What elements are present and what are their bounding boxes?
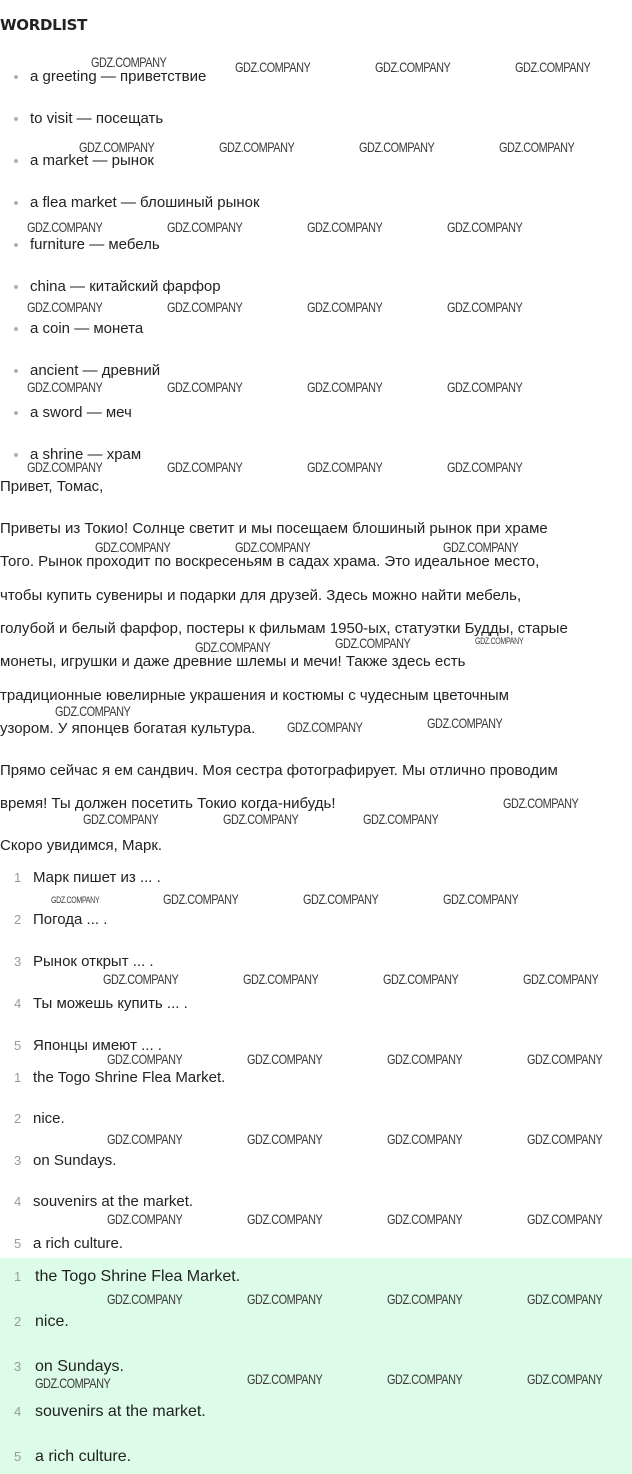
question-item: 1 Марк пишет из ... . xyxy=(14,869,161,886)
watermark: GDZ.COMPANY xyxy=(247,1291,323,1307)
watermark: GDZ.COMPANY xyxy=(387,1291,463,1307)
wordlist-item: a sword — меч xyxy=(14,404,132,422)
watermark: GDZ.COMPANY xyxy=(107,1131,183,1147)
watermark: GDZ.COMPANY xyxy=(307,299,383,315)
watermark: GDZ.COMPANY xyxy=(107,1211,183,1227)
watermark: GDZ.COMPANY xyxy=(91,54,167,70)
watermark: GDZ.COMPANY xyxy=(515,59,591,75)
watermark: GDZ.COMPANY xyxy=(383,971,459,987)
watermark: GDZ.COMPANY xyxy=(475,636,524,646)
watermark: GDZ.COMPANY xyxy=(223,811,299,827)
watermark: GDZ.COMPANY xyxy=(27,379,103,395)
watermark: GDZ.COMPANY xyxy=(427,715,503,731)
watermark: GDZ.COMPANY xyxy=(527,1211,603,1227)
wordlist-item: a market — рынок xyxy=(14,152,154,170)
wordlist-item: furniture — мебель xyxy=(14,236,160,254)
answer-item: 1 the Togo Shrine Flea Market. xyxy=(14,1069,226,1086)
bullet-icon xyxy=(14,327,18,331)
watermark: GDZ.COMPANY xyxy=(387,1131,463,1147)
wordlist-item: to visit — посещать xyxy=(14,110,163,128)
letter-line: традиционные ювелирные украшения и костюмы с чудесным цветочным xyxy=(0,687,509,704)
bullet-icon xyxy=(14,75,18,79)
watermark: GDZ.COMPANY xyxy=(527,1051,603,1067)
letter-line: узором. У японцев богатая культура. xyxy=(0,720,256,737)
letter-line: Того. Рынок проходит по воскресеньям в садах храма. Это идеальное место, xyxy=(0,553,540,570)
watermark: GDZ.COMPANY xyxy=(247,1371,323,1387)
highlighted-answer-item: 4 souvenirs at the market. xyxy=(14,1403,206,1420)
watermark: GDZ.COMPANY xyxy=(247,1211,323,1227)
watermark: GDZ.COMPANY xyxy=(447,379,523,395)
watermark: GDZ.COMPANY xyxy=(51,895,100,905)
letter-greeting: Привет, Томас, xyxy=(0,478,104,495)
watermark: GDZ.COMPANY xyxy=(27,459,103,475)
watermark: GDZ.COMPANY xyxy=(243,971,319,987)
bullet-icon xyxy=(14,369,18,373)
watermark: GDZ.COMPANY xyxy=(387,1371,463,1387)
watermark: GDZ.COMPANY xyxy=(527,1371,603,1387)
wordlist-item: a greeting — приветствие xyxy=(14,68,206,86)
watermark: GDZ.COMPANY xyxy=(307,219,383,235)
watermark: GDZ.COMPANY xyxy=(307,459,383,475)
bullet-icon xyxy=(14,159,18,163)
wordlist-item: a shrine — храм xyxy=(14,446,141,464)
watermark: GDZ.COMPANY xyxy=(447,219,523,235)
question-item: 2 Погода ... . xyxy=(14,911,108,928)
wordlist-heading: WORDLIST xyxy=(0,16,88,34)
watermark: GDZ.COMPANY xyxy=(167,459,243,475)
answer-item: 2 nice. xyxy=(14,1110,65,1127)
watermark: GDZ.COMPANY xyxy=(287,719,363,735)
watermark: GDZ.COMPANY xyxy=(523,971,599,987)
watermark: GDZ.COMPANY xyxy=(527,1291,603,1307)
watermark: GDZ.COMPANY xyxy=(307,379,383,395)
watermark: GDZ.COMPANY xyxy=(219,139,295,155)
letter-closing: Скоро увидимся, Марк. xyxy=(0,837,163,854)
watermark: GDZ.COMPANY xyxy=(95,539,171,555)
watermark: GDZ.COMPANY xyxy=(163,891,239,907)
watermark: GDZ.COMPANY xyxy=(79,139,155,155)
question-item: 5 Японцы имеют ... . xyxy=(14,1037,162,1054)
watermark: GDZ.COMPANY xyxy=(103,971,179,987)
watermark: GDZ.COMPANY xyxy=(83,811,159,827)
question-item: 3 Рынок открыт ... . xyxy=(14,953,154,970)
question-item: 4 Ты можешь купить ... . xyxy=(14,995,188,1012)
bullet-icon xyxy=(14,285,18,289)
letter-line: Прямо сейчас я ем сандвич. Моя сестра фотографирует. Мы отлично проводим xyxy=(0,762,558,779)
answer-item: 5 a rich culture. xyxy=(14,1235,124,1252)
watermark: GDZ.COMPANY xyxy=(303,891,379,907)
watermark: GDZ.COMPANY xyxy=(387,1051,463,1067)
watermark: GDZ.COMPANY xyxy=(503,795,579,811)
watermark: GDZ.COMPANY xyxy=(107,1291,183,1307)
watermark: GDZ.COMPANY xyxy=(27,219,103,235)
watermark: GDZ.COMPANY xyxy=(447,459,523,475)
watermark: GDZ.COMPANY xyxy=(247,1051,323,1067)
wordlist-item: a coin — монета xyxy=(14,320,143,338)
watermark: GDZ.COMPANY xyxy=(167,379,243,395)
watermark: GDZ.COMPANY xyxy=(247,1131,323,1147)
watermark: GDZ.COMPANY xyxy=(167,219,243,235)
watermark: GDZ.COMPANY xyxy=(527,1131,603,1147)
bullet-icon xyxy=(14,411,18,415)
bullet-icon xyxy=(14,117,18,121)
bullet-icon xyxy=(14,201,18,205)
bullet-icon xyxy=(14,453,18,457)
highlighted-answer-item: 1 the Togo Shrine Flea Market. xyxy=(14,1268,241,1285)
letter-line: чтобы купить сувениры и подарки для друзей. Здесь можно найти мебель, xyxy=(0,587,522,604)
watermark: GDZ.COMPANY xyxy=(27,299,103,315)
watermark: GDZ.COMPANY xyxy=(447,299,523,315)
watermark: GDZ.COMPANY xyxy=(335,635,411,651)
watermark: GDZ.COMPANY xyxy=(195,639,271,655)
letter-line: время! Ты должен посетить Токио когда-нибудь! xyxy=(0,795,336,812)
watermark: GDZ.COMPANY xyxy=(499,139,575,155)
wordlist-item: ancient — древний xyxy=(14,362,160,380)
highlighted-answer-item: 5 a rich culture. xyxy=(14,1448,132,1465)
watermark: GDZ.COMPANY xyxy=(443,539,519,555)
answer-item: 3 on Sundays. xyxy=(14,1152,117,1169)
wordlist-item: china — китайский фарфор xyxy=(14,278,221,296)
highlighted-answer-item: 3 on Sundays. xyxy=(14,1358,124,1375)
watermark: GDZ.COMPANY xyxy=(167,299,243,315)
answer-item: 4 souvenirs at the market. xyxy=(14,1193,194,1210)
watermark: GDZ.COMPANY xyxy=(375,59,451,75)
highlighted-answer-item: 2 nice. xyxy=(14,1313,69,1330)
watermark: GDZ.COMPANY xyxy=(363,811,439,827)
letter-line: монеты, игрушки и даже древние шлемы и мечи! Также здесь есть xyxy=(0,653,466,670)
letter-line: Приветы из Токио! Солнце светит и мы посещаем блошиный рынок при храме xyxy=(0,520,548,537)
watermark: GDZ.COMPANY xyxy=(235,59,311,75)
watermark: GDZ.COMPANY xyxy=(235,539,311,555)
bullet-icon xyxy=(14,243,18,247)
wordlist-item: a flea market — блошиный рынок xyxy=(14,194,260,212)
watermark: GDZ.COMPANY xyxy=(55,703,131,719)
watermark: GDZ.COMPANY xyxy=(107,1051,183,1067)
watermark: GDZ.COMPANY xyxy=(387,1211,463,1227)
watermark: GDZ.COMPANY xyxy=(443,891,519,907)
watermark: GDZ.COMPANY xyxy=(359,139,435,155)
letter-line: голубой и белый фарфор, постеры к фильмам 1950-ых, статуэтки Будды, старые xyxy=(0,620,568,637)
watermark: GDZ.COMPANY xyxy=(35,1375,111,1391)
